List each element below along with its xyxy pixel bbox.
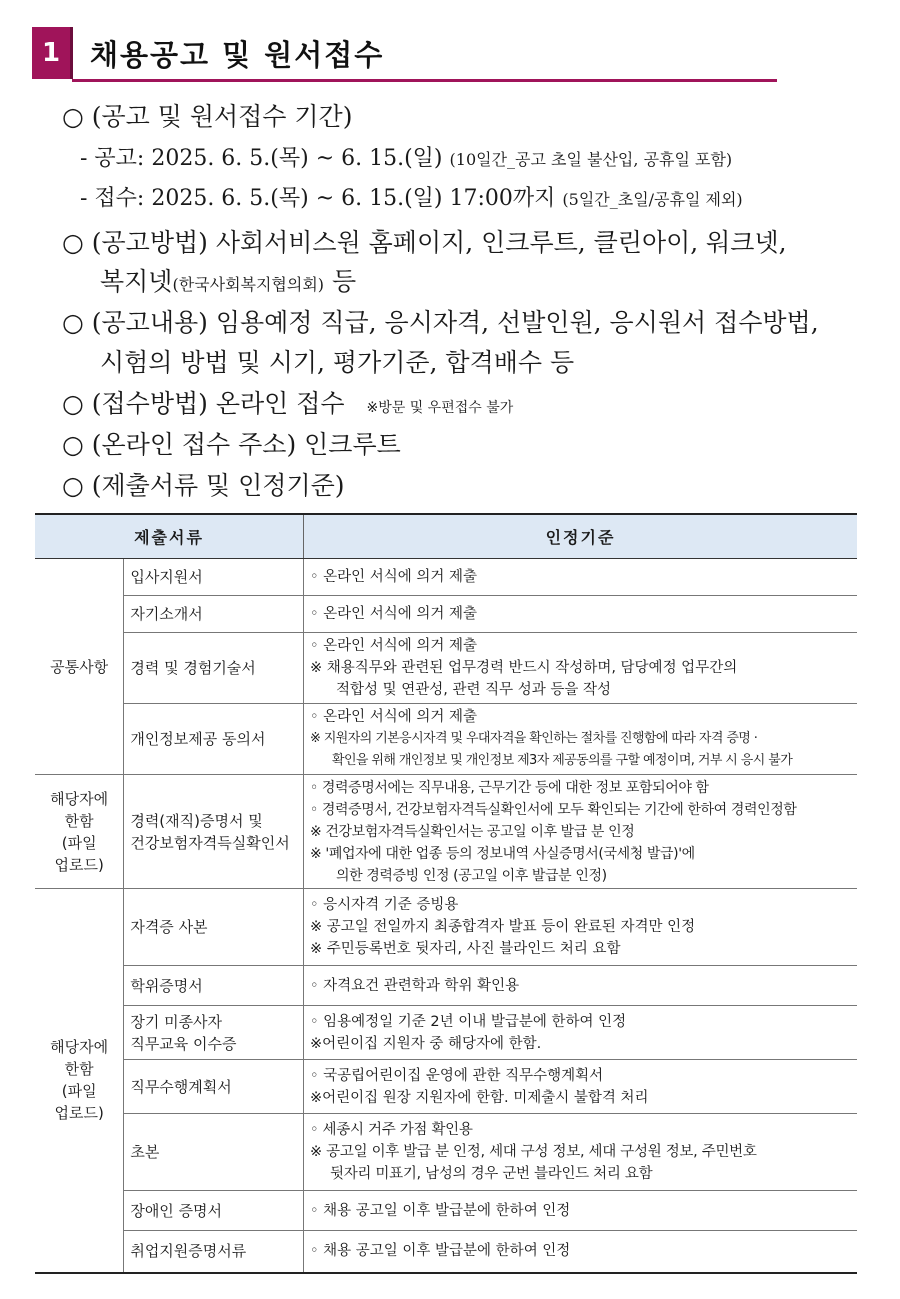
section-title: 채용공고 및 원서접수 [90, 38, 385, 72]
table-row [35, 704, 857, 775]
category-common: 공통사항 [35, 559, 124, 775]
criteria [304, 889, 858, 966]
table-row [35, 889, 857, 966]
doc-name: 취업지원증명서류 [124, 1231, 304, 1273]
criteria [304, 596, 858, 633]
criteria-line: 의한 경력증빙 인정 (공고일 이후 발급분 인정) [336, 867, 607, 884]
criteria-line: ※ 지원자의 기본응시자격 및 우대자격을 확인하는 절차를 진행함에 따라 자격 증명 · [310, 731, 758, 746]
criteria-line: 확인을 위해 개인정보 및 개인정보 제3자 제공동의를 구할 예정이며, 거부 시 응시 불가 [332, 753, 793, 768]
table-row [35, 1114, 857, 1191]
criteria-line: ◦ 세종시 거주 가점 확인용 [310, 1122, 473, 1138]
criteria-line: ※ 건강보험자격득실확인서는 공고일 이후 발급 분 인정 [310, 823, 635, 840]
doc-name: 입사지원서 [124, 559, 304, 596]
criteria-line: ◦ 온라인 서식에 의거 제출 [310, 606, 478, 622]
doc-name-line: 직무교육 이수증 [130, 1034, 237, 1053]
receipt-method [62, 384, 513, 420]
category-line: 해당자에 [50, 789, 109, 808]
criteria [304, 1231, 858, 1273]
method-line2-end: 등 [324, 267, 357, 296]
table-row [35, 559, 857, 596]
table-header-row [35, 514, 857, 559]
criteria-line: ◦ 온라인 서식에 의거 제출 [310, 569, 478, 585]
period-notice-text: - 공고: 2025. 6. 5.(목) ~ 6. 15.(일) [80, 146, 443, 171]
criteria-line: ◦ 채용 공고일 이후 발급분에 한하여 인정 [310, 1202, 571, 1219]
criteria [304, 1006, 858, 1060]
content-line1: ○ (공고내용) 임용예정 직급, 응시자격, 선발인원, 응시원서 접수방법, [62, 308, 819, 337]
table-row [35, 1060, 857, 1114]
documents-table [35, 513, 857, 1274]
criteria [304, 559, 858, 596]
criteria [304, 1114, 858, 1191]
doc-name: 직무수행계획서 [124, 1060, 304, 1114]
criteria [304, 1060, 858, 1114]
category-line: (파일 [61, 1082, 97, 1101]
criteria-line: ◦ 응시자격 기준 증빙용 [310, 897, 459, 913]
criteria-line: ◦ 온라인 서식에 의거 제출 [310, 709, 478, 725]
documents-heading: ○ (제출서류 및 인정기준) [62, 471, 345, 500]
col-criteria-header: 인정기준 [304, 514, 858, 559]
criteria [304, 775, 858, 889]
period-notice-note: (10일간_공고 초일 불산입, 공휴일 포함) [449, 150, 733, 169]
doc-name-line: 장기 미종사자 [130, 1012, 223, 1031]
criteria-line: ◦ 온라인 서식에 의거 제출 [310, 638, 478, 654]
header-underline [72, 79, 777, 82]
doc-name: 자기소개서 [124, 596, 304, 633]
criteria-line: ◦ 경력증명서, 건강보험자격득실확인서에 모두 확인되는 기간에 한하여 경력인정함 [310, 801, 797, 818]
period-receipt [80, 181, 743, 212]
criteria-line: ◦ 자격요건 관련학과 학위 확인용 [310, 977, 520, 994]
doc-name: 장애인 증명서 [124, 1191, 304, 1231]
criteria-line: 적합성 및 연관성, 관련 직무 성과 등을 작성 [336, 682, 611, 698]
criteria-line: ◦ 채용 공고일 이후 발급분에 한하여 인정 [310, 1243, 571, 1260]
criteria-line: 뒷자리 미표기, 남성의 경우 군번 블라인드 처리 요함 [330, 1166, 653, 1182]
criteria-line: ◦ 임용예정일 기준 2년 이내 발급분에 한하여 인정 [310, 1013, 627, 1030]
criteria-line: ※ 주민등록번호 뒷자리, 사진 블라인드 처리 요함 [310, 941, 621, 957]
receipt-method-text: ○ (접수방법) 온라인 접수 [62, 389, 345, 418]
criteria [304, 1191, 858, 1231]
criteria-line: ※어린이집 지원자 중 해당자에 한함. [310, 1035, 542, 1052]
table-row [35, 1006, 857, 1060]
method-line2-main: 복지넷 [100, 267, 173, 296]
doc-name: 개인정보제공 동의서 [124, 704, 304, 775]
category-line: 해당자에 [50, 1038, 109, 1057]
table-row [35, 966, 857, 1006]
criteria-line: ◦ 경력증명서에는 직무내용, 근무기간 등에 대한 정보 포함되어야 함 [310, 779, 709, 796]
criteria-line: ※ 공고일 전일까지 최종합격자 발표 등이 완료된 자격만 인정 [310, 919, 696, 935]
period-notice [80, 141, 732, 172]
category-upload-1 [35, 775, 124, 889]
criteria-line: ※어린이집 원장 지원자에 한함. 미제출시 불합격 처리 [310, 1089, 649, 1106]
table-row [35, 1231, 857, 1273]
category-line: 한함 [64, 811, 94, 830]
method-line1: ○ (공고방법) 사회서비스원 홈페이지, 인크루트, 클린아이, 워크넷, [62, 228, 787, 257]
receipt-method-note: ※방문 및 우편접수 불가 [366, 400, 514, 416]
table-row [35, 775, 857, 889]
doc-name-line: 경력(재직)증명서 및 [130, 811, 263, 830]
period-bullet: ○ (공고 및 원서접수 기간) [62, 102, 353, 131]
doc-name [124, 775, 304, 889]
category-line: 한함 [64, 1060, 94, 1079]
doc-name: 학위증명서 [124, 966, 304, 1006]
doc-name-line: 건강보험자격득실확인서 [130, 833, 290, 852]
table-row [35, 1191, 857, 1231]
criteria-line: ※ 채용직무와 관련된 업무경력 반드시 작성하며, 담당예정 업무간의 [310, 660, 738, 676]
section-number-badge: 1 [32, 27, 73, 79]
category-line: 업로드) [54, 855, 104, 874]
category-line: (파일 [61, 833, 97, 852]
method-line2-org: (한국사회복지협의회) [172, 275, 325, 294]
criteria-line: ※ 공고일 이후 발급 분 인정, 세대 구성 정보, 세대 구성원 정보, 주민번호 [310, 1144, 757, 1160]
category-upload-2 [35, 889, 124, 1273]
criteria [304, 633, 858, 704]
content-line2: 시험의 방법 및 시기, 평가기준, 합격배수 등 [100, 348, 575, 377]
doc-name: 경력 및 경험기술서 [124, 633, 304, 704]
criteria [304, 966, 858, 1006]
col-docs-header: 제출서류 [35, 514, 304, 559]
doc-name [124, 1006, 304, 1060]
period-receipt-text: - 접수: 2025. 6. 5.(목) ~ 6. 15.(일) 17:00까지 [80, 186, 556, 211]
table-row [35, 633, 857, 704]
criteria-line: ※ '폐업자에 대한 업종 등의 정보내역 사실증명서(국세청 발급)'에 [310, 845, 695, 862]
doc-name: 자격증 사본 [124, 889, 304, 966]
online-address: ○ (온라인 접수 주소) 인크루트 [62, 430, 401, 459]
category-line: 업로드) [54, 1104, 104, 1123]
doc-name: 초본 [124, 1114, 304, 1191]
period-receipt-note: (5일간_초일/공휴일 제외) [562, 190, 743, 209]
method-line2 [100, 262, 356, 298]
section-header [32, 27, 777, 83]
criteria [304, 704, 858, 775]
table-row [35, 596, 857, 633]
criteria-line: ◦ 국공립어린이집 운영에 관한 직무수행계획서 [310, 1067, 604, 1084]
